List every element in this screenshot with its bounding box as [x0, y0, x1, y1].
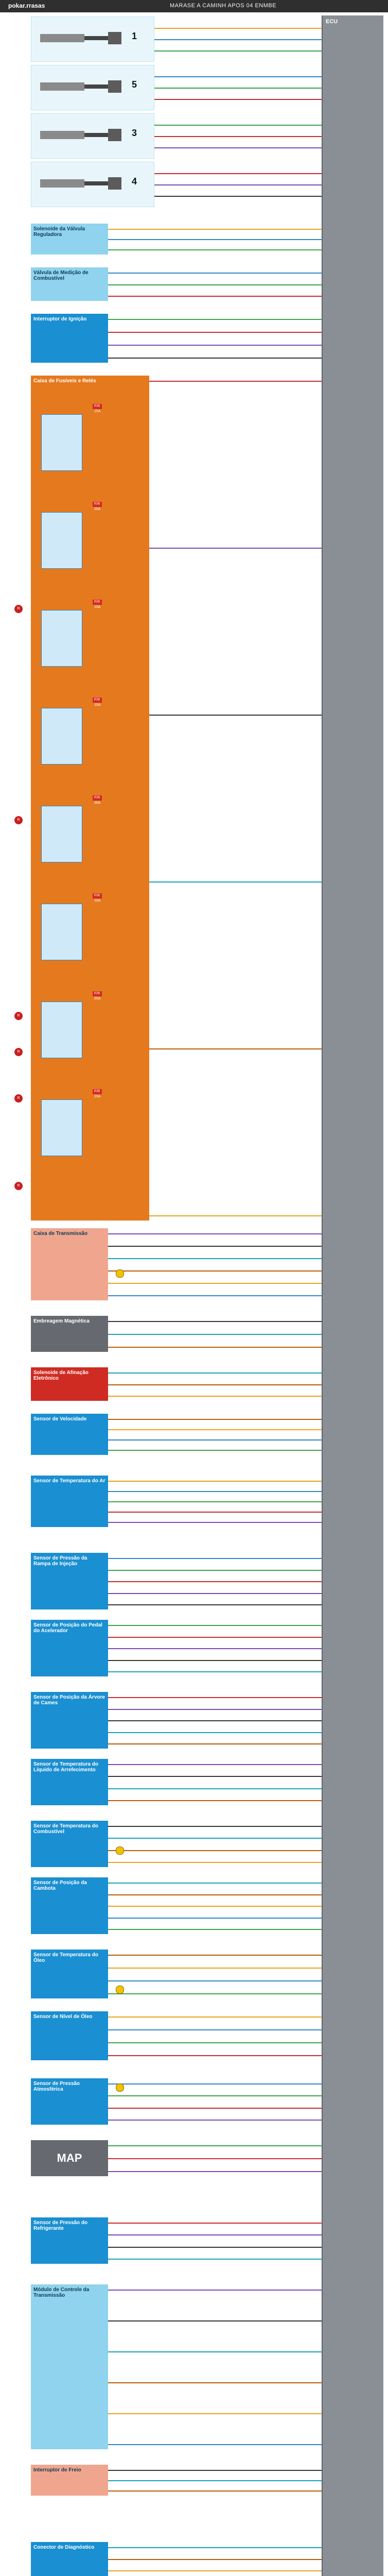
wire	[108, 1918, 322, 1919]
wire	[154, 125, 322, 126]
wire	[108, 1906, 322, 1907]
component-label: Solenoide da Válvula Reguladora	[33, 226, 85, 238]
wire	[149, 1215, 322, 1216]
relay-box	[41, 1099, 82, 1156]
component-label: Sensor de Nível de Óleo	[33, 2014, 93, 2020]
wire	[108, 1968, 322, 1969]
wire	[108, 229, 322, 230]
wire	[108, 1570, 322, 1571]
wire	[108, 1776, 322, 1777]
component-c8	[31, 1414, 108, 1455]
wire	[108, 1850, 322, 1851]
wire	[108, 2095, 322, 2096]
component-c18	[31, 2078, 108, 2125]
wire	[108, 249, 322, 250]
wire	[108, 1788, 322, 1789]
wire	[108, 1929, 322, 1930]
wire	[108, 2247, 322, 2248]
wire	[149, 381, 322, 382]
component-label: Conector de Diagnóstico	[33, 2545, 95, 2550]
wire	[108, 1604, 322, 1605]
component-label: Sensor de Temperatura do Combustível	[33, 1823, 98, 1835]
wire	[108, 2259, 322, 2260]
relay-box	[41, 512, 82, 569]
component-c6	[31, 1316, 108, 1352]
component-label: Sensor de Pressão Atmosférica	[33, 2081, 80, 2092]
ground-icon	[116, 2083, 124, 2092]
relay-fuse-tag: F/R 10A	[93, 893, 102, 899]
wire	[108, 1450, 322, 1451]
wire	[108, 1709, 322, 1710]
wire	[108, 1894, 322, 1895]
component-label: Caixa de Fusíveis e Relés	[33, 378, 96, 384]
wire	[108, 1993, 322, 1994]
wire	[108, 319, 322, 320]
wire	[108, 1720, 322, 1721]
relay-fuse-tag: F/R 20A	[93, 991, 102, 996]
ecu-label: ECU	[326, 19, 338, 25]
wire	[108, 2490, 322, 2492]
relay-box	[41, 414, 82, 471]
relay-fuse-tag: F/R 15A	[93, 698, 102, 703]
wire	[108, 1512, 322, 1513]
component-label: Módulo de Controle da Transmissão	[33, 2287, 90, 2298]
component-c14	[31, 1821, 108, 1867]
ground-icon	[116, 1269, 124, 1278]
wire	[108, 1258, 322, 1259]
component-c10	[31, 1553, 108, 1609]
wire	[108, 2320, 322, 2321]
wire	[108, 1396, 322, 1397]
component-c7	[31, 1367, 108, 1401]
wire	[108, 1697, 322, 1698]
wire	[108, 273, 322, 274]
relay-box	[41, 806, 82, 862]
wire	[108, 1481, 322, 1482]
component-label: Sensor de Posição da Árvore de Cames	[33, 1694, 105, 1706]
wire	[108, 1246, 322, 1247]
wire	[154, 184, 322, 185]
wire	[108, 1625, 322, 1626]
wire	[154, 196, 322, 197]
wire	[108, 1439, 322, 1440]
relay-box	[41, 610, 82, 667]
wire	[108, 1593, 322, 1594]
wire	[108, 1826, 322, 1827]
component-label: Sensor de Temperatura do Óleo	[33, 1952, 98, 1963]
wire	[108, 1501, 322, 1502]
wire	[154, 99, 322, 100]
component-label: Embreagem Magnética	[33, 1318, 90, 1324]
relay-fuse-tag: F/R 15A	[93, 1089, 102, 1094]
component-c11	[31, 1620, 108, 1676]
wire	[108, 1384, 322, 1385]
component-c17	[31, 2011, 108, 2060]
wire	[108, 1347, 322, 1348]
component-label: Sensor de Posição da Cambota	[33, 1880, 87, 1891]
wire	[108, 345, 322, 346]
component-c23	[31, 2542, 108, 2576]
wire	[108, 1491, 322, 1492]
wire	[108, 1321, 322, 1322]
wire	[108, 1270, 322, 1272]
wire	[108, 2042, 322, 2043]
component-label: Sensor de Posição do Pedal do Acelerador	[33, 1622, 102, 1634]
wire	[108, 1419, 322, 1420]
wire	[108, 1558, 322, 1559]
component-c20	[31, 2217, 108, 2264]
component-c15	[31, 1877, 108, 1934]
connector-badge: R	[14, 1048, 23, 1056]
wire	[108, 296, 322, 297]
wire	[108, 2480, 322, 2481]
relay-fuse-tag: F/R 20A	[93, 502, 102, 507]
wire	[108, 284, 322, 285]
wire	[108, 2016, 322, 2018]
injector-1	[31, 16, 154, 62]
wire	[108, 1800, 322, 1801]
wire	[108, 2470, 322, 2471]
wire	[154, 88, 322, 89]
wire	[108, 2290, 322, 2291]
wire	[108, 1429, 322, 1430]
component-c22	[31, 2465, 108, 2496]
component-c16	[31, 1950, 108, 1998]
wire	[108, 2120, 322, 2121]
wire	[108, 2444, 322, 2445]
injector-number: 1	[132, 31, 137, 41]
wire	[154, 136, 322, 137]
wire	[149, 882, 322, 883]
wire	[108, 1372, 322, 1374]
wire	[108, 1980, 322, 1981]
relay-box	[41, 904, 82, 960]
component-c3	[31, 314, 108, 363]
component-c12	[31, 1692, 108, 1749]
injector-2	[31, 65, 154, 110]
wire	[108, 1648, 322, 1649]
relay-fuse-tag: F/R 15A	[93, 404, 102, 409]
component-c19	[31, 2140, 108, 2176]
wire	[108, 1283, 322, 1284]
component-label: Caixa de Transmissão	[33, 1231, 88, 1236]
wire	[108, 1522, 322, 1523]
component-c21	[31, 2284, 108, 2449]
wire	[108, 1955, 322, 1956]
injector-4	[31, 162, 154, 207]
component-c1	[31, 224, 108, 255]
wire	[108, 1838, 322, 1839]
wire	[108, 1295, 322, 1296]
component-label: Interruptor de Ignição	[33, 316, 87, 322]
wire	[149, 1048, 322, 1049]
ground-icon	[116, 1986, 124, 1994]
component-c4	[31, 376, 149, 1221]
relay-box	[41, 1002, 82, 1058]
connector-badge: R	[14, 816, 23, 824]
wire	[108, 1862, 322, 1863]
wire	[108, 2234, 322, 2235]
wire	[149, 715, 322, 716]
header-bar	[0, 0, 388, 12]
brand-label: pokar.rrasas	[8, 2, 45, 9]
page-title: MARASE A CAMINH APOS 04 ENMBE	[170, 3, 277, 9]
wire	[108, 2029, 322, 2030]
wire	[108, 2382, 322, 2383]
injector-3	[31, 113, 154, 159]
injector-number: 3	[132, 128, 137, 138]
component-label: Sensor de Temperatura do Ar	[33, 1478, 105, 1484]
connector-badge: R	[14, 1182, 23, 1190]
relay-fuse-tag: F/R 30A	[93, 795, 102, 801]
wire	[108, 2108, 322, 2109]
component-c9	[31, 1476, 108, 1527]
wire	[108, 1581, 322, 1582]
wire	[108, 1732, 322, 1733]
wire	[108, 1233, 322, 1234]
ecu-module	[322, 15, 383, 2576]
connector-badge: R	[14, 605, 23, 613]
wire	[108, 2223, 322, 2224]
wire	[108, 1671, 322, 1672]
wire	[108, 1334, 322, 1335]
wire	[108, 2559, 322, 2560]
component-label: MAP	[57, 2151, 82, 2164]
wire	[108, 2083, 322, 2084]
component-label: Interruptor de Freio	[33, 2467, 81, 2473]
wire	[154, 173, 322, 174]
wire	[108, 1764, 322, 1765]
relay-box	[41, 708, 82, 765]
wire	[108, 358, 322, 359]
component-c5	[31, 1228, 108, 1300]
wire	[154, 28, 322, 29]
wire	[108, 2570, 322, 2571]
wire	[108, 2547, 322, 2548]
wire	[108, 2158, 322, 2159]
component-label: Sensor de Temperatura do Líquido de Arrefecimento	[33, 1761, 98, 1773]
connector-badge: R	[14, 1012, 23, 1020]
wire	[108, 239, 322, 240]
connector-badge: R	[14, 1094, 23, 1103]
ground-icon	[116, 1846, 124, 1855]
wire	[154, 76, 322, 77]
injector-number: 4	[132, 176, 137, 187]
wire	[154, 39, 322, 40]
wire	[108, 1660, 322, 1661]
component-label: Válvula de Medição de Combustível	[33, 270, 89, 281]
wire	[154, 50, 322, 52]
component-label: Sensor de Velocidade	[33, 1416, 87, 1422]
component-c13	[31, 1759, 108, 1805]
component-label: Solenoide de Afinação Eletrônico	[33, 1370, 89, 1381]
wire	[108, 2413, 322, 2414]
wire	[108, 332, 322, 333]
wire	[108, 2145, 322, 2146]
wire	[108, 1637, 322, 1638]
wire	[108, 1743, 322, 1744]
wire	[149, 548, 322, 549]
wire	[108, 1883, 322, 1884]
wire	[108, 2055, 322, 2056]
component-label: Sensor de Pressão do Refrigerante	[33, 2220, 88, 2231]
relay-fuse-tag: F/R 10A	[93, 600, 102, 605]
component-label: Sensor de Pressão da Rampa de Injeção	[33, 1555, 87, 1567]
wire	[108, 2351, 322, 2352]
component-c2	[31, 267, 108, 301]
wire	[154, 147, 322, 148]
wire	[108, 2171, 322, 2172]
injector-number: 5	[132, 79, 137, 90]
